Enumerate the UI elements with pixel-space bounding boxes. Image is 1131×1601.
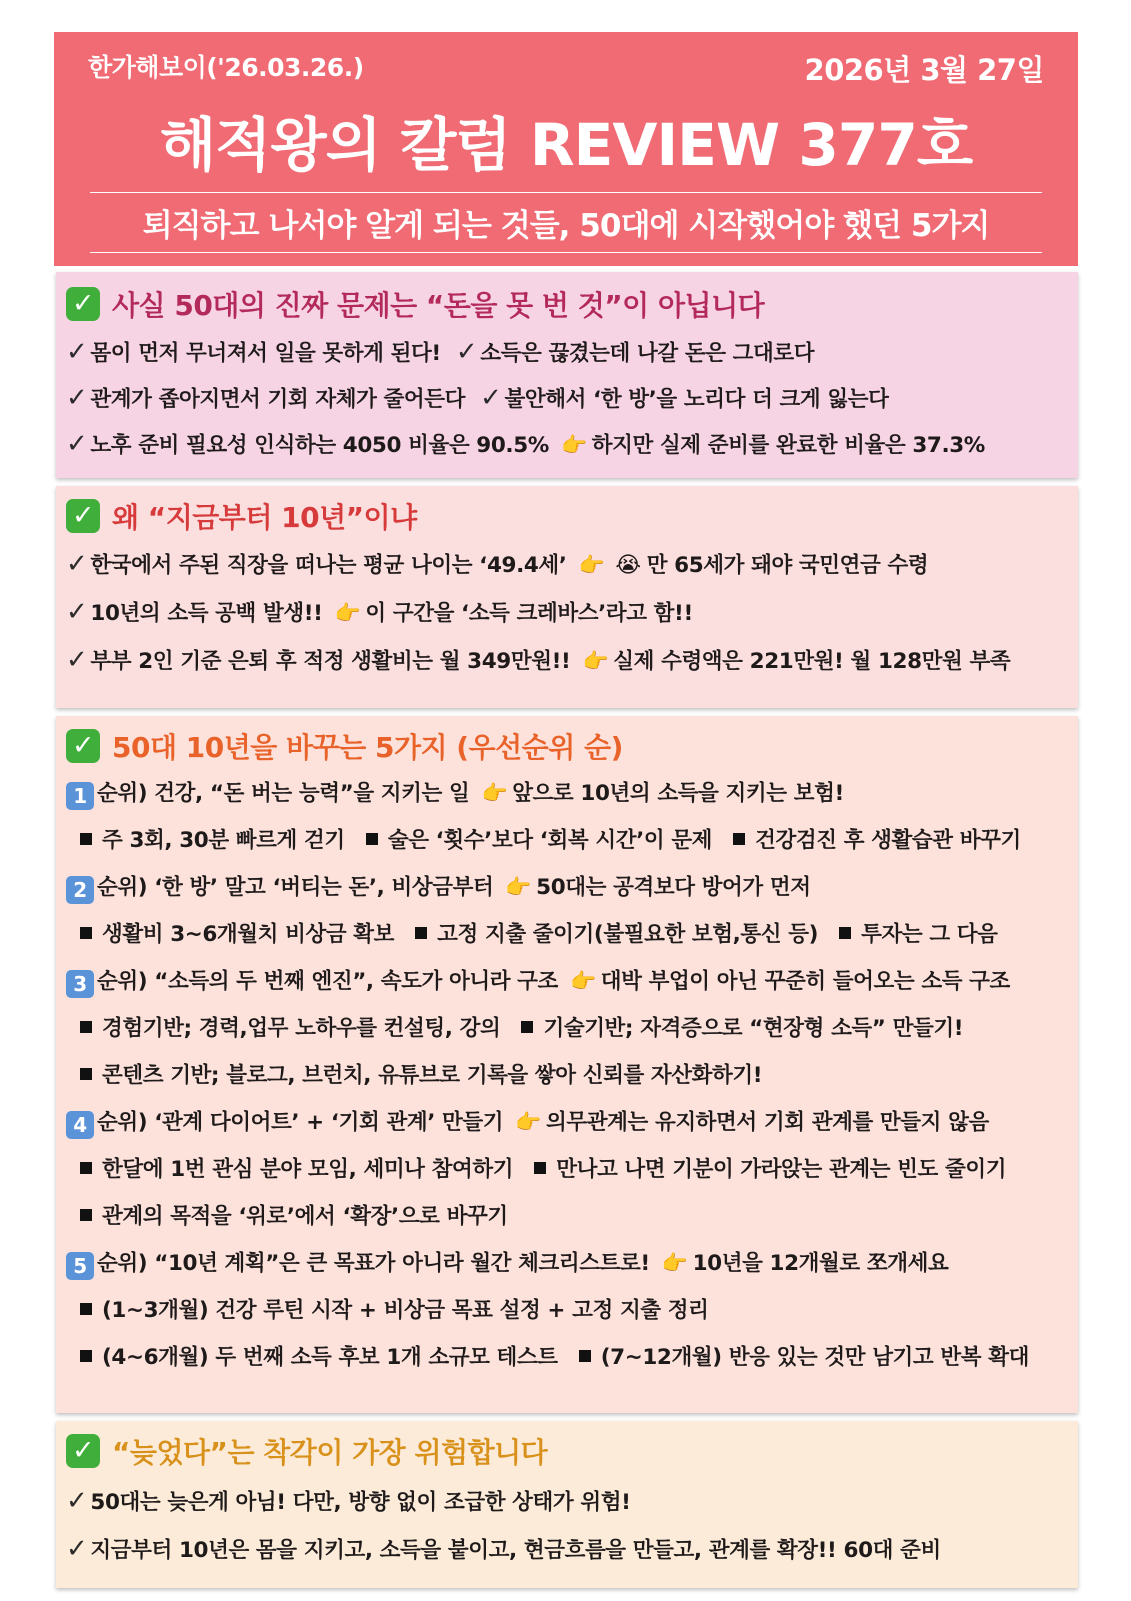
square-bullet-icon [80,1021,92,1033]
priority-line [66,964,1010,998]
square-bullet-icon [579,1350,591,1362]
section-heading [66,726,623,766]
priority-text: 순위) 건강, “돈 버는 능력”을 지키는 일 [97,781,470,806]
bullet-text: 소득은 끊겼는데 나갈 돈은 그대로다 [480,341,815,366]
number-three-icon: 3 [66,970,94,998]
bullet-text: 노후 준비 필요성 인식하는 4050 비율은 90.5% [90,433,549,458]
number-one-icon: 1 [66,782,94,810]
item-line [66,1293,709,1324]
item-text: 기술기반; 자격증으로 “현장형 소득” 만들기! [543,1016,964,1041]
number-two-icon: 2 [66,876,94,904]
priority-text: 순위) “소득의 두 번째 엔진”, 속도가 아니라 구조 [97,969,558,994]
item-text: 관계의 목적을 ‘위로’에서 ‘확장’으로 바꾸기 [102,1204,508,1229]
bullet-text: 10년의 소득 공백 발생!! [90,601,323,626]
check-box-icon: ✓ [66,287,100,321]
check-mark-icon: ✓ [455,337,478,367]
priority-text: 50대는 공격보다 방어가 먼저 [536,875,811,900]
pointing-hand-icon: 👉 [578,553,605,577]
bullet-text: 불안해서 ‘한 방’을 노리다 더 크게 잃는다 [504,387,889,412]
item-line [66,1011,963,1042]
square-bullet-icon [366,833,378,845]
item-text: (4~6개월) 두 번째 소득 후보 1개 소규모 테스트 [102,1345,558,1370]
square-bullet-icon [80,1068,92,1080]
item-line [66,917,998,948]
pointing-hand-icon: 👉 [334,601,361,625]
section-heading [66,284,764,324]
square-bullet-icon [80,1350,92,1362]
square-bullet-icon [733,833,745,845]
check-box-icon: ✓ [66,1434,100,1468]
number-four-icon: 4 [66,1111,94,1139]
pointing-hand-icon: 👉 [515,1110,542,1134]
section-heading-text: 50대 10년을 바꾸는 5가지 (우선순위 순) [112,731,623,764]
bullet-text: 관계가 좁아지면서 기회 자체가 줄어든다 [90,387,466,412]
section-five-priorities [56,716,1078,1413]
priority-text: 10년을 12개월로 쪼개세요 [692,1251,949,1276]
section-heading-text: 왜 “지금부터 10년”이냐 [112,501,417,534]
item-line [66,1199,508,1230]
item-text: 한달에 1번 관심 분야 모임, 세미나 참여하기 [102,1157,514,1182]
priority-text: 대박 부업이 아닌 꾸준히 들어오는 소득 구조 [600,969,1010,994]
priority-text: 의무관계는 유지하면서 기회 관계를 만들지 않음 [546,1110,989,1135]
check-box-icon: ✓ [66,499,100,533]
priority-line [66,1246,948,1280]
item-text: 고정 지출 줄이기(불필요한 보험,통신 등) [437,922,819,947]
section-real-problem [56,272,1078,478]
divider [90,192,1042,193]
bullet-text: 이 구간을 ‘소득 크레바스’라고 함!! [365,601,693,626]
item-text: 콘텐츠 기반; 블로그, 브런치, 유튜브로 기록을 쌓아 신뢰를 자산화하기! [102,1063,763,1088]
pointing-hand-icon: 👉 [505,875,532,899]
item-text: 만나고 나면 기분이 가라앉는 관계는 빈도 줄이기 [556,1157,1007,1182]
section-heading [66,496,417,536]
author-label: 한가해보이('26.03.26.) [88,53,364,82]
square-bullet-icon [80,1162,92,1174]
square-bullet-icon [415,927,427,939]
priority-line [66,870,811,904]
priority-text: 앞으로 10년의 소득을 지키는 보험! [512,781,844,806]
priority-text: 순위) ‘관계 다이어트’ + ‘기회 관계’ 만들기 [97,1110,504,1135]
bullet-line [66,644,1010,675]
bullet-text: 부부 2인 기준 은퇴 후 적정 생활비는 월 349만원!! [90,649,571,674]
item-line [66,1152,1006,1183]
pointing-hand-icon: 👉 [481,781,508,805]
check-mark-icon: ✓ [66,1486,88,1516]
check-mark-icon: ✓ [66,337,88,367]
pointing-hand-icon: 👉 [570,969,596,993]
number-five-icon: 5 [66,1252,94,1280]
check-mark-icon: ✓ [66,645,88,675]
check-mark-icon: ✓ [66,549,88,579]
bullet-line [66,596,693,627]
bullet-text: 하지만 실제 준비를 완료한 비율은 37.3% [591,433,985,458]
page-subtitle: 퇴직하고 나서야 알게 되는 것들, 50대에 시작했어야 했던 5가지 [142,208,990,244]
bullet-text: 한국에서 주된 직장을 떠나는 평균 나이는 ‘49.4세’ [90,553,567,578]
priority-text: 순위) ‘한 방’ 말고 ‘버티는 돈’, 비상금부터 [97,875,494,900]
check-mark-icon: ✓ [480,383,502,413]
item-text: 투자는 그 다음 [861,922,998,947]
section-heading-text: 사실 50대의 진짜 문제는 “돈을 못 번 것”이 아닙니다 [112,289,765,322]
square-bullet-icon [80,833,92,845]
bullet-text: 만 65세가 돼야 국민연금 수령 [646,553,929,578]
item-text: 건강검진 후 생활습관 바꾸기 [755,828,1021,853]
date-label: 2026년 3월 27일 [804,53,1044,87]
bullet-line [66,548,928,579]
priority-text: 순위) “10년 계획”은 큰 목표가 아니라 월간 체크리스트로! [97,1251,650,1276]
section-why-ten-years [56,486,1078,708]
bullet-text: 50대는 늦은게 아님! 다만, 방향 없이 조급한 상태가 위험! [90,1490,631,1515]
bullet-line [66,382,888,413]
pointing-hand-icon: 👉 [582,649,609,673]
item-text: (1~3개월) 건강 루틴 시작 + 비상금 목표 설정 + 고정 지출 정리 [102,1298,709,1323]
section-heading-text: “늦었다”는 착각이 가장 위험합니다 [112,1436,548,1469]
divider [90,252,1042,253]
item-line [66,1340,1029,1371]
item-text: 술은 ‘횟수’보다 ‘회복 시간’이 문제 [387,828,713,853]
section-not-too-late [56,1421,1078,1588]
item-text: 주 3회, 30분 빠르게 걷기 [102,828,345,853]
priority-line [66,776,844,810]
check-mark-icon: ✓ [66,597,88,627]
bullet-line [66,1485,631,1516]
check-mark-icon: ✓ [66,383,88,413]
section-heading [66,1431,547,1471]
square-bullet-icon [80,927,92,939]
square-bullet-icon [80,1303,92,1315]
item-line [66,823,1021,854]
square-bullet-icon [521,1021,533,1033]
bullet-text: 몸이 먼저 무너져서 일을 못하게 된다! [90,341,441,366]
item-text: 경험기반; 경력,업무 노하우를 컨설팅, 강의 [102,1016,501,1041]
crying-face-icon: 😭 [615,553,641,578]
check-box-icon: ✓ [66,729,100,763]
pointing-hand-icon: 👉 [661,1251,688,1275]
bullet-line [66,336,814,367]
check-mark-icon: ✓ [66,429,88,459]
pointing-hand-icon: 👉 [561,433,587,457]
header-banner [54,32,1078,266]
square-bullet-icon [534,1162,546,1174]
check-mark-icon: ✓ [66,1534,88,1564]
item-line [66,1058,762,1089]
bullet-text: 지금부터 10년은 몸을 지키고, 소득을 붙이고, 현금흐름을 만들고, 관계를 확장!! 60대 준비 [90,1538,941,1563]
priority-line [66,1105,989,1139]
square-bullet-icon [80,1209,92,1221]
bullet-line [66,1533,941,1564]
item-text: (7~12개월) 반응 있는 것만 남기고 반복 확대 [600,1345,1029,1370]
bullet-text: 실제 수령액은 221만원! 월 128만원 부족 [613,649,1011,674]
square-bullet-icon [839,927,851,939]
page-title: 해적왕의 칼럼 REVIEW 377호 [159,111,973,179]
item-text: 생활비 3~6개월치 비상금 확보 [102,922,395,947]
bullet-line [66,428,985,459]
